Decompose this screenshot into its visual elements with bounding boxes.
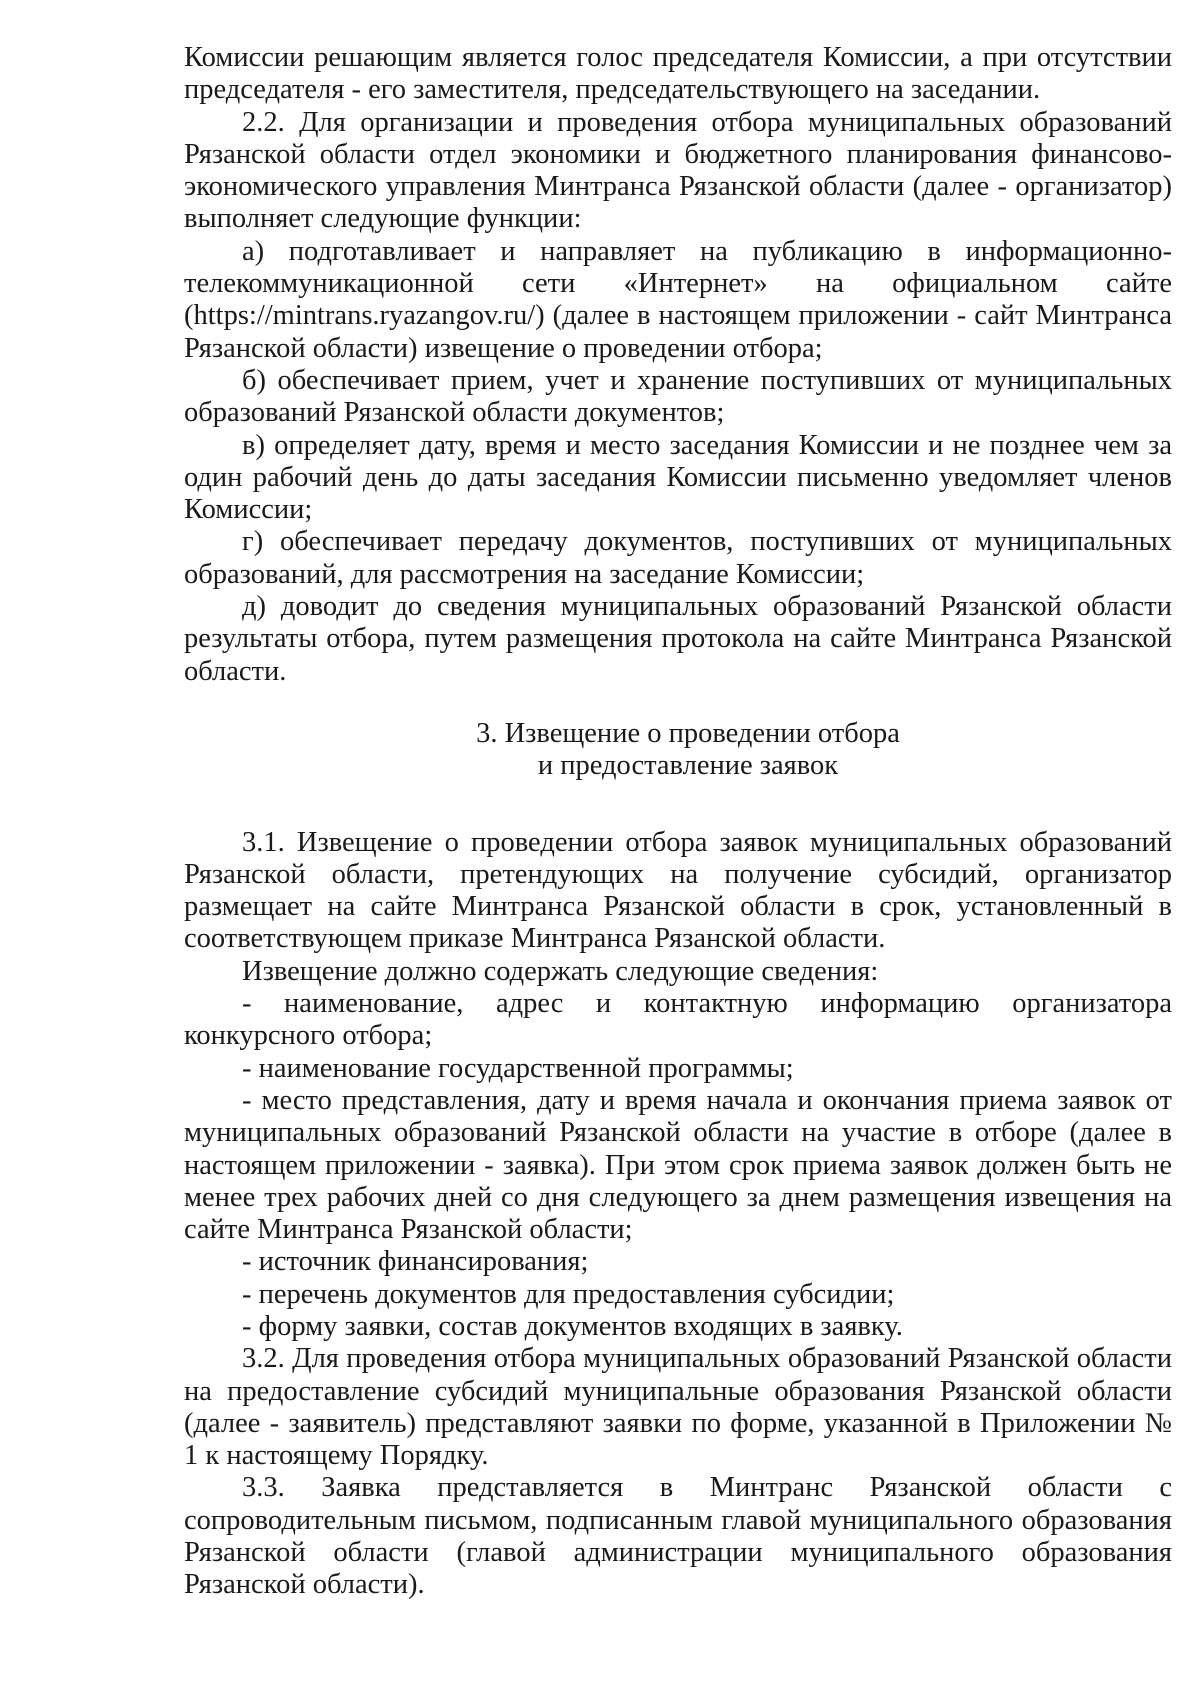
section-heading-line-1: 3. Извещение о проведении отбора xyxy=(476,717,900,749)
paragraph-2-2: 2.2. Для организации и проведения отбора муниципальных образований Рязанской области отдел экономики и бюджетного планирования финансово-экономического управления Минтранса Рязанской области (далее - организатор) выполняет следующие функции: xyxy=(184,106,1172,235)
bullet-program-name: - наименование государственной программы; xyxy=(242,1052,794,1084)
list-item-a: а) подготавливает и направляет на публикацию в информационно-телекоммуникационной сети «Интернет» на официальном сайте (https://mintrans.ryazangov.ru/) (далее в настоящем приложении - сайт Минтранса Рязанской области) извещение о проведении отбора; xyxy=(184,235,1172,364)
list-item-b: б) обеспечивает прием, учет и хранение поступивших от муниципальных образований Рязанской области документов; xyxy=(184,364,1172,429)
paragraph-3-3: 3.3. Заявка представляется в Минтранс Рязанской области с сопроводительным письмом, подписанным главой муниципального образования Рязанской области (главой администрации муниципального образования Рязанской области). xyxy=(184,1472,1172,1601)
document-page xyxy=(184,42,1172,1602)
spacer xyxy=(184,688,1172,718)
section-heading-line-2: и предоставление заявок xyxy=(537,750,839,782)
paragraph-notice-contents: Извещение должно содержать следующие сведения: xyxy=(242,955,879,987)
list-item-d: д) доводит до сведения муниципальных образований Рязанской области результаты отбора, путем размещения протокола на сайте Минтранса Рязанской области. xyxy=(184,591,1172,687)
bullet-funding-source: - источник финансирования; xyxy=(242,1246,589,1278)
paragraph-3-1: 3.1. Извещение о проведении отбора заявок муниципальных образований Рязанской области, претендующих на получение субсидий, организатор размещает на сайте Минтранса Рязанской области в срок, установленный в соответствующем приказе Минтранса Рязанской области. xyxy=(184,826,1172,955)
bullet-application-form: - форму заявки, состав документов входящих в заявку. xyxy=(242,1310,903,1342)
list-item-g: г) обеспечивает передачу документов, поступивших от муниципальных образований, для рассмотрения на заседание Комиссии; xyxy=(184,526,1172,590)
paragraph-commission-vote: Комиссии решающим является голос председателя Комиссии, а при отсутствии председателя - его заместителя, председательствующего на заседании. xyxy=(184,42,1172,106)
spacer xyxy=(184,783,1172,827)
bullet-organizer-info: - наименование, адрес и контактную информацию организатора конкурсного отбора; xyxy=(184,988,1172,1052)
bullet-documents-list: - перечень документов для предоставления субсидии; xyxy=(242,1278,895,1310)
paragraph-3-2: 3.2. Для проведения отбора муниципальных образований Рязанской области на предоставление субсидий муниципальные образования Рязанской области (далее - заявитель) представляют заявки по форме, указанной в Приложении № 1 к настоящему Порядку. xyxy=(184,1343,1172,1472)
bullet-place-date-time: - место представления, дату и время начала и окончания приема заявок от муниципальных образований Рязанской области на участие в отборе (далее в настоящем приложении - заявка). При этом срок приема заявок должен быть не менее трех рабочих дней со дня следующего за днем размещения извещения на сайте Минтранса Рязанской области; xyxy=(184,1084,1172,1246)
list-item-v: в) определяет дату, время и место заседания Комиссии и не позднее чем за один рабочий день до даты заседания Комиссии письменно уведомляет членов Комиссии; xyxy=(184,429,1172,526)
